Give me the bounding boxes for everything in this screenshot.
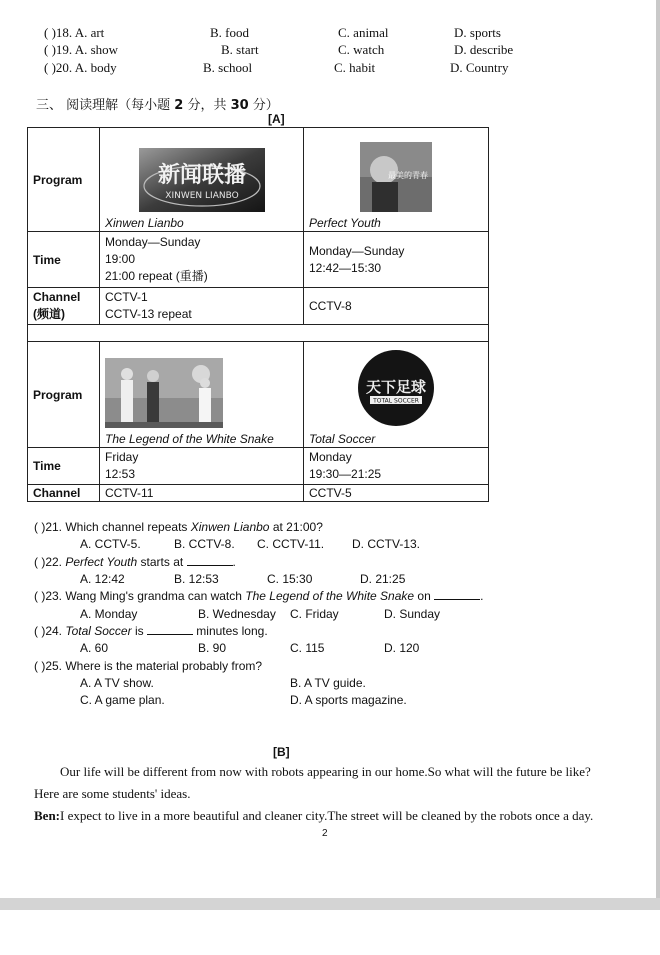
total-soccer-logo-image (309, 348, 483, 428)
row-header-time: Time (28, 232, 100, 288)
spacer-cell (28, 325, 489, 342)
option-a: A. 12:42 (80, 572, 125, 586)
program-cell-perfect-youth (304, 128, 489, 232)
question-22: ( )22. Perfect Youth starts at . (34, 555, 236, 569)
table-row (28, 485, 489, 502)
xinwen-logo-image (105, 148, 298, 212)
option-c: C. CCTV-11. (257, 537, 325, 551)
question-23: ( )23. Wang Ming's grandma can watch The Legend of the White Snake on . (34, 589, 484, 603)
table-row (28, 342, 489, 448)
program-cell-xinwen (100, 128, 304, 232)
mc-question: ( )18. A. art (44, 25, 105, 40)
row-header-time: Time (28, 448, 100, 485)
time-cell: Monday—Sunday 12:42—15:30 (304, 232, 489, 288)
passage-ben: Ben:I expect to live in a more beautiful and cleaner city.The street will be cleaned by the robots once a day. (34, 808, 594, 823)
mc-option-c: C. watch (338, 42, 385, 57)
option-a: A. CCTV-5. (80, 537, 141, 551)
svg-text:最美的青春: 最美的青春 (388, 171, 428, 180)
option-c: C. A game plan. (80, 693, 165, 707)
program-table (27, 127, 489, 502)
program-caption: The Legend of the White Snake (105, 432, 274, 446)
soccer-logo-icon (356, 348, 436, 428)
answer-blank (147, 624, 193, 635)
table-row (28, 288, 489, 325)
opera-photo-icon (105, 358, 223, 428)
option-d: D. 120 (384, 641, 420, 655)
news-logo-icon (139, 148, 265, 212)
option-a: A. Monday (80, 607, 138, 621)
row-header-program: Program (28, 342, 100, 448)
svg-text:TOTAL SOCCER: TOTAL SOCCER (373, 397, 419, 405)
svg-text:XINWEN LIANBO: XINWEN LIANBO (164, 191, 239, 201)
mc-question: ( )20. A. body (44, 60, 117, 75)
passage-line: Our life will be different from now with robots appearing in our home.So what will the future be like? (60, 764, 591, 779)
white-snake-photo (105, 358, 298, 428)
option-b: B. CCTV-8. (174, 537, 235, 551)
mc-option-c: C. animal (338, 25, 389, 40)
answer-blank (434, 589, 480, 600)
option-a: A. 60 (80, 641, 109, 655)
option-d: D. A sports magazine. (290, 693, 407, 707)
mc-option-b: B. school (203, 60, 253, 75)
svg-text:天下足球: 天下足球 (365, 378, 427, 396)
passage-line: Here are some students' ideas. (34, 786, 191, 801)
part-b-heading: [B] (273, 745, 290, 759)
page-edge-shadow (656, 0, 660, 898)
question-24: ( )24. Total Soccer is minutes long. (34, 624, 268, 638)
page-number: 2 (322, 828, 328, 839)
option-c: C. 115 (290, 641, 325, 655)
time-cell: Monday 19:30—21:25 (304, 448, 489, 485)
channel-cell: CCTV-8 (304, 288, 489, 325)
program-caption: Total Soccer (309, 432, 376, 446)
section-title: 三、 阅读理解（每小题 2 分，共 30 分） (36, 98, 279, 113)
option-b: B. 90 (198, 641, 227, 655)
option-b: B. Wednesday (198, 607, 276, 621)
program-caption: Xinwen Lianbo (105, 216, 184, 230)
channel-cell: CCTV-5 (304, 485, 489, 502)
table-row (28, 448, 489, 485)
option-a: A. A TV show. (80, 676, 154, 690)
mc-question: ( )19. A. show (44, 42, 119, 57)
part-a-heading: [A] (268, 112, 285, 126)
drama-poster-icon (360, 142, 432, 212)
page-gap (0, 898, 660, 910)
mc-option-d: D. Country (450, 60, 509, 75)
option-b: B. 12:53 (174, 572, 219, 586)
option-d: D. Sunday (384, 607, 441, 621)
option-d: D. CCTV-13. (352, 537, 421, 551)
option-c: C. 15:30 (267, 572, 313, 586)
mc-option-d: D. sports (454, 25, 501, 40)
channel-cell: CCTV-1 CCTV-13 repeat (100, 288, 304, 325)
program-cell-total-soccer (304, 342, 489, 448)
perfect-youth-poster (309, 142, 483, 212)
answer-blank (187, 555, 233, 566)
option-c: C. Friday (290, 607, 339, 621)
row-header-channel: Channel (频道) (28, 288, 100, 325)
program-cell-white-snake (100, 342, 304, 448)
mc-option-c: C. habit (334, 60, 376, 75)
program-caption: Perfect Youth (309, 216, 381, 230)
mc-option-b: B. start (221, 42, 259, 57)
row-header-channel: Channel (28, 485, 100, 502)
question-25: ( )25. Where is the material probably from? (34, 659, 263, 673)
table-row (28, 128, 489, 232)
question-21: ( )21. Which channel repeats Xinwen Lianbo at 21:00? (34, 520, 323, 534)
option-d: D. 21:25 (360, 572, 406, 586)
table-row (28, 232, 489, 288)
channel-cell: CCTV-11 (100, 485, 304, 502)
table-spacer-row (28, 325, 489, 342)
time-cell: Monday—Sunday 19:00 21:00 repeat (重播) (100, 232, 304, 288)
svg-text:新闻联播: 新闻联播 (157, 163, 246, 188)
option-b: B. A TV guide. (290, 676, 366, 690)
mc-option-d: D. describe (454, 42, 514, 57)
time-cell: Friday 12:53 (100, 448, 304, 485)
mc-option-b: B. food (210, 25, 249, 40)
row-header-program: Program (28, 128, 100, 232)
